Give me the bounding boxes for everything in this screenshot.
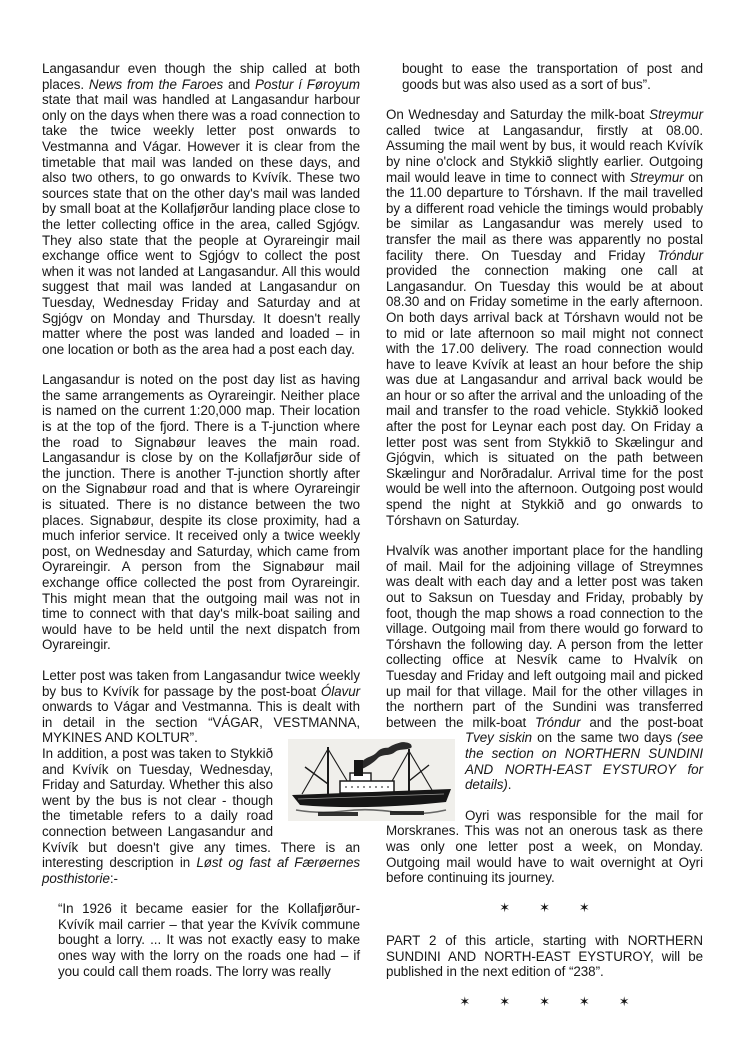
italic-boat-name: Tvey siskin — [465, 730, 533, 746]
body-text: Letter post was taken from Langasandur twice weekly by bus to Kvívík for passage by the post-boat — [42, 667, 360, 699]
quote-paragraph-1926 — [58, 901, 360, 979]
separator-five-stars — [386, 995, 703, 1011]
italic-book-title: Løst og fast af Færøernes posthistorie — [42, 855, 360, 886]
paragraph-langasandur-harbour — [42, 61, 360, 357]
body-text: and — [223, 76, 256, 92]
body-text: state that mail was handled at Langasandur harbour only on the days when there was a road connection to take the twice weekly letter post onwards to Vestmanna and Vágar. However it is clear from the timetable that mail was landed on these days, and also two others, to go onwards to Kvívík. These two sources state that on the other day's mail was landed by small boat at the Kollafjørður landing place close to the letter collecting office in the area, called Sgjógv. They also state that the people at Oyrareingir mail exchange office went to Sgjógv to collect the post when it was not landed at Langasandur. All this would suggest that mail was landed at Langasandur on Tuesday, Wednesday Friday and Saturday and at Sgjógv on Monday and Thursday. It doesn't really matter where the post was landed and loaded – in one location or both as the area had a post each day. — [42, 92, 361, 357]
star-icon: ✶ — [499, 900, 511, 916]
body-text: on the same two days — [532, 730, 678, 746]
italic-boat-name: Tróndur — [535, 714, 581, 730]
body-text: On Wednesday and Saturday the milk-boat — [386, 107, 650, 123]
star-icon: ✶ — [578, 995, 590, 1011]
italic-title: News from the Faroes — [88, 76, 224, 92]
body-text: on the 11.00 departure to Tórshavn. If the mail travelled by a different road vehicle the timings would probably be similar as Langasandur was merely used to transfer the mail as there was apparently no postal facility there. On Tuesday and Friday — [386, 169, 703, 263]
steamship-illustration — [288, 739, 455, 821]
body-text: In addition, a post was taken to Stykkið and Kvívík on Tuesday, Wednesday, Friday and Saturday. Whether this also went by the bus is not clear - though the timetable refers to a daily road connection between Langasandur and Kvívík but doesn't give any times. There is an interesting description in — [42, 745, 360, 871]
body-text: Hvalvík was another important place for the handling of mail. Mail for the adjoining village of Streymnes was dealt with each day and a letter post was taken out to Saksun on Tuesday and Friday, probably by foot, though the map shows a road connection to the village. Outgoing mail from there would go forward to Tórshavn the following day. A person from the letter collecting office at Nesvík came to Hvalvík on Tuesday and Friday and left outgoing mail and picked up mail for that village. Mail for the other villages in the northern part of the Sundini was transferred between the milk-boat — [386, 543, 703, 730]
body-text: provided the connection making one call at Langasandur. On Tuesday this would be at about 08.30 and on Friday sometime in the early afternoon. On both days arrival back at Tórshavn would not be to mid or late afternoon so mail might not connect with the 17.00 delivery. The road connection would have to leave Kvívík at least an hour before the ship was due at Langasandur and arrival back would be an hour or so after the arrival and the unloading of the mail and transfer to the road vehicle. Stykkið looked after the post for Leynar each post day. On Friday a letter post was sent from Stykkið to Skælingur and Gjógvin, which is situated on the path between Skælingur and Norðradalur. Arrival time for the post would be well into the afternoon. Outgoing post would spend the night at Stykkið and go onwards to Tórshavn on Saturday. — [386, 263, 703, 528]
quote-paragraph-continuation — [402, 61, 703, 92]
paragraph-post-day-list — [42, 372, 360, 653]
star-icon: ✶ — [539, 900, 550, 916]
star-icon: ✶ — [539, 995, 550, 1011]
italic-boat-name: Streymur — [629, 169, 684, 185]
funnel — [354, 760, 363, 776]
left-column — [42, 61, 360, 994]
star-icon: ✶ — [459, 995, 471, 1011]
separator-three-stars — [386, 901, 703, 917]
body-text: :- — [109, 870, 118, 886]
body-text: and the post-boat — [580, 714, 703, 730]
quote-text: bought to ease the transportation of post and goods but was also used as a sort of bus”. — [402, 61, 703, 92]
italic-title: Postur í Føroyum — [255, 76, 360, 92]
body-text: Langasandur even though the ship called at both places. — [42, 61, 360, 92]
star-icon: ✶ — [618, 995, 630, 1011]
italic-boat-name: Tróndur — [657, 247, 703, 263]
paragraph-milk-boat-streymur — [386, 107, 703, 528]
star-icon: ✶ — [578, 900, 590, 916]
body-text: Oyri was responsible for the mail for Morskranes. This was not an onerous task as there was only one letter post a week, on Monday. Outgoing mail would have to wait overnight at Oyri before continuing its journey. — [386, 807, 703, 886]
body-text: . — [507, 777, 512, 793]
steamship-engraving-svg — [288, 739, 455, 821]
body-text: called twice at Langasandur, firstly at 08.00. Assuming the mail went by bus, it would reach Kvívík by nine o'clock and Stykkið slightly earlier. Outgoing mail would leave in time to connect with — [386, 122, 703, 185]
italic-boat-name: Streymur — [649, 107, 703, 123]
star-icon: ✶ — [499, 995, 511, 1011]
superstructure — [340, 781, 394, 793]
right-column — [386, 61, 703, 1028]
body-text: PART 2 of this article, starting with NORTHERN SUNDINI AND NORTH-EAST EYSTUROY, will be published in the next edition of “238”. — [386, 933, 703, 980]
quote-text: “In 1926 it became easier for the Kollafjørður-Kvívík mail carrier – that year the Kvívík commune bought a lorry. ... It was not exactly easy to make ones way with the lorry on the roads one had – if you could call them roads. The lorry was really — [58, 901, 360, 979]
italic-cross-reference: (see the section on NORTHERN SUNDINI AND NORTH-EAST EYSTUROY for details) — [465, 730, 704, 793]
body-text: onwards to Vágar and Vestmanna. This is dealt with in detail in the section “VÁGAR, VESTMANNA, MYKINES AND KOLTUR”. — [42, 699, 360, 746]
paragraph-part-2-notice — [386, 933, 703, 980]
italic-boat-name: Ólavur — [320, 683, 360, 699]
body-text: Langasandur is noted on the post day list as having the same arrangements as Oyrareingir. Neither place is named on the current 1:20,000 map. Their location is at the top of the fjord. There is a T-junction where the road to Signabøur leaves the main road. Langasandur is close by on the Kollafjørður side of the junction. There is another T-junction shortly after on the Signabøur road and that is where Oyrareingir is situated. There is no distance between the two places. Signabøur, despite its close proximity, had a much inferior service. It received only a twice weekly post, on Wednesday and Saturday, which came from Oyrareingir. A person from the Signabøur mail exchange office collected the post from Oyrareingir. This might mean that the outgoing mail was not in time to connect with that day's milk-boat sailing and would have to be held until the next dispatch from Oyrareingir. — [42, 372, 360, 653]
